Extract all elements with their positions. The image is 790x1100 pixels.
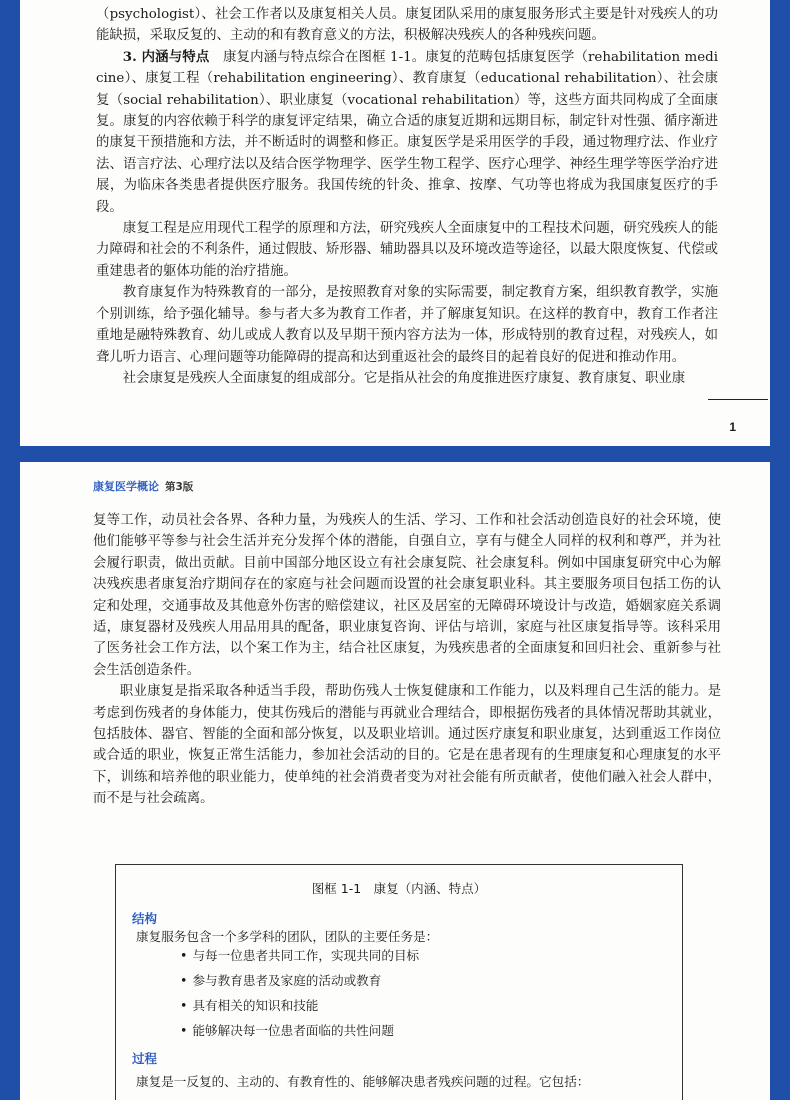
box-section-structure: 结构	[132, 911, 158, 926]
box-section-text: 康复是一反复的、主动的、有教育性的、能够解决患者残疾问题的过程。它包括：	[136, 1074, 590, 1089]
page-top-body	[96, 4, 718, 389]
bullet-item: • 参与教育患者及家庭的活动或教育	[180, 972, 419, 997]
footer-rule	[708, 399, 768, 400]
edition-label: 第3版	[165, 481, 194, 493]
paragraph: 教育康复作为特殊教育的一部分，是按照教育对象的实际需要，制定教育方案，组织教育教学，实施个别训练，给予强化辅导。参与者大多为教育工作者，并了解康复知识。在这样的教育中，教育工作者注重地是融特殊教育、幼儿或成人教育以及早期干预内容方法为一体，形成特别的教育过程，对残疾人，如聋儿听力语言、心理问题等功能障碍的提高和达到重返社会的最终目的起着良好的促进和推动作用。	[96, 285, 718, 365]
paragraph-text: 康复内涵与特点综合在图框 1-1。康复的范畴包括康复医学（rehabilitation medicine）、康复工程（rehabilitation engineering）、教育康复（educational rehabilitation）、社会康复（social rehabilitation）、职业康复（vocational rehabilitation）等，这些方面共同构成了全面康复。康复的内容依赖于科学的康复评定结果，确立合适的康复近期和远期目标，制定针对性强、循序渐进的康复干预措施和方法，并不断适时的调整和修正。康复医学是采用医学的手段，通过物理疗法、作业疗法、语言疗法、心理疗法以及结合医学物理学、医学生物工程学、医疗心理学、神经生理学等医学治疗进展，为临床各类患者提供医疗服务。我国传统的针灸、推拿、按摩、气功等也将成为我国康复医疗的手段。	[96, 49, 718, 215]
running-head	[93, 478, 193, 494]
book-page-bottom	[20, 462, 770, 1100]
paragraph: 职业康复是指采取各种适当手段，帮助伤残人士恢复健康和工作能力，以及料理自己生活的能力。是考虑到伤残者的身体能力，使其伤残后的潜能与再就业合理结合，即根据伤残者的具体情况帮助其就业，包括肢体、器官、智能的全面和部分恢复，以及职业培训。通过医疗康复和职业康复，达到重返工作岗位或合适的职业，恢复正常生活能力，参加社会活动的目的。它是在患者现有的生理康复和心理康复的水平下，训练和培养他的职业能力，使单纯的社会消费者变为对社会能有所贡献者，使他们融入社会人群中，而不是与社会疏离。	[93, 684, 721, 807]
figure-box	[115, 864, 683, 1100]
bullet-item: • 与每一位患者共同工作，实现共同的目标	[180, 947, 419, 972]
paragraph: （psychologist）、社会工作者以及康复相关人员。康复团队采用的康复服务形式主要是针对残疾人的功能缺损，采取反复的、主动的和有教育意义的方法，积极解决残疾人的各种残疾问题。	[96, 7, 718, 44]
box-section-process: 过程	[132, 1051, 158, 1066]
paragraph: 康复工程是应用现代工程学的原理和方法，研究残疾人全面康复中的工程技术问题，研究残疾人的能力障碍和社会的不利条件，通过假肢、矫形器、辅助器具以及环境改造等途径，以最大限度恢复、代偿或重建患者的躯体功能的治疗措施。	[96, 221, 718, 279]
bullet-item: • 具有相关的知识和技能	[180, 997, 419, 1022]
paragraph: 社会康复是残疾人全面康复的组成部分。它是指从社会的角度推进医疗康复、教育康复、职业康	[122, 370, 686, 386]
box-section-text: 康复服务包含一个多学科的团队，团队的主要任务是：	[136, 929, 439, 944]
box-bullet-list	[180, 947, 419, 1047]
page-bottom-body	[93, 510, 721, 810]
paragraph	[96, 47, 718, 218]
book-title: 康复医学概论	[93, 480, 159, 493]
book-page-top	[20, 0, 770, 446]
figure-box-title: 图框 1-1 康复（内涵、特点）	[311, 881, 487, 896]
page-number: 1	[729, 420, 736, 434]
section-heading: 3. 内涵与特点	[122, 48, 210, 65]
bullet-item: • 能够解决每一位患者面临的共性问题	[180, 1022, 419, 1047]
paragraph: 复等工作，动员社会各界、各种力量，为残疾人的生活、学习、工作和社会活动创造良好的社会环境，使他们能够平等参与社会生活并充分发挥个体的潜能，自强自立，享有与健全人同样的权利和尊严，并为社会履行职责，做出贡献。目前中国部分地区设立有社会康复院、社会康复科。例如中国康复研究中心为解决残疾患者康复治疗期间存在的家庭与社会问题而设置的社会康复职业科。其主要服务项目包括工伤的认定和处理，交通事故及其他意外伤害的赔偿建议，社区及居室的无障碍环境设计与改造，婚姻家庭关系调适，康复器材及残疾人用品用具的配备，职业康复咨询、评估与培训，家庭与社区康复指导等。该科采用了医务社会工作方法，以个案工作为主，结合社区康复，为残疾患者的全面康复和回归社会、重新参与社会生活创造条件。	[93, 513, 721, 678]
